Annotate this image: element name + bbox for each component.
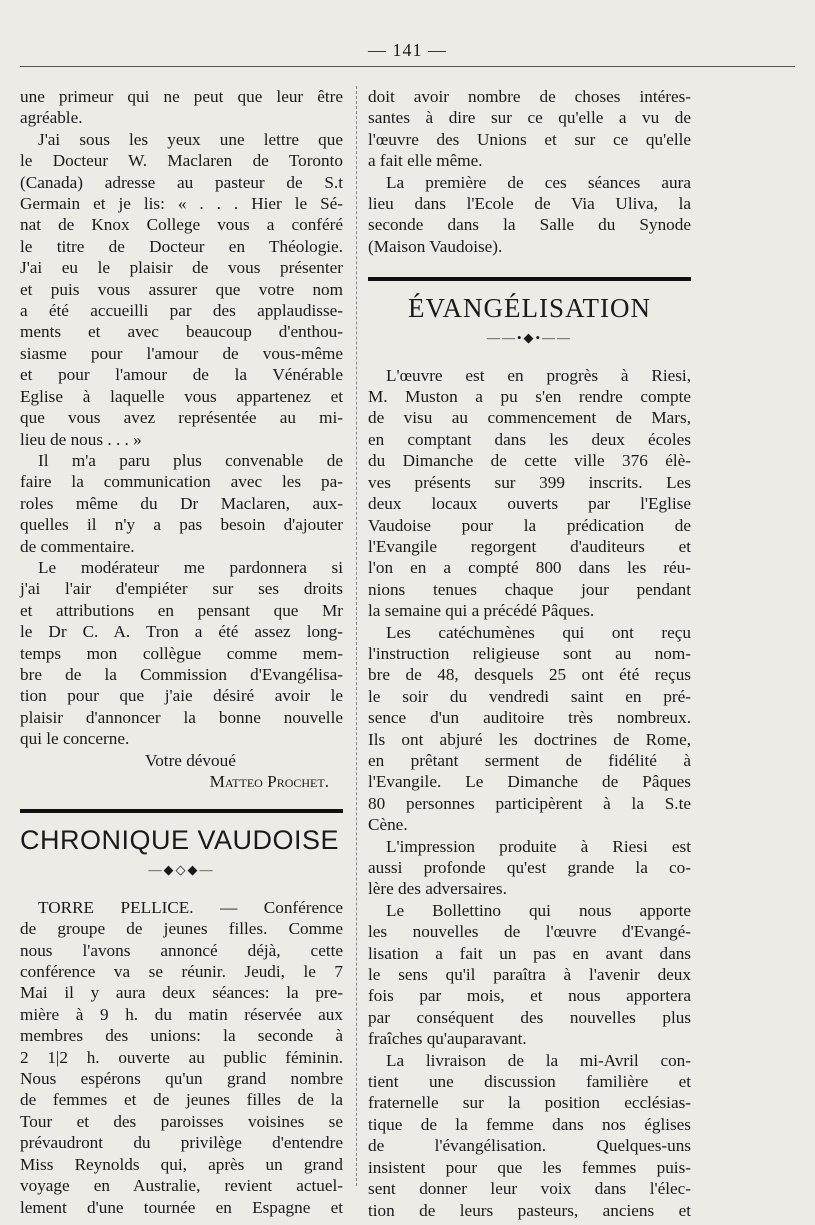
ornament-divider: ——•◆•—— xyxy=(486,330,573,346)
text-line: nions tenues chaque jour pendant xyxy=(368,579,691,599)
signature: Matteo Prochet. xyxy=(209,772,329,791)
text-line: bre de 48, desquels 25 ont été reçus xyxy=(368,665,691,685)
text-line: qui le concerne. xyxy=(20,729,130,749)
text-line: en comptant dans les deux écoles xyxy=(368,429,691,449)
text-line: membres des unions: la seconde à xyxy=(20,1026,343,1046)
text-line: J'ai sous les yeux une lettre que xyxy=(38,129,343,149)
text-line: en prêtant serment de fidélité à xyxy=(368,750,691,770)
text-line: nat de Knox College vous a conféré xyxy=(20,215,343,235)
text-line: M. Muston a pu s'en rendre compte xyxy=(368,387,691,407)
text-line: de groupe de jeunes filles. Comme xyxy=(20,919,343,939)
text-line: le titre de Docteur en Théologie. xyxy=(20,236,343,256)
text-line: bre de la Commission d'Evangélisa- xyxy=(20,664,343,684)
text-line: le Dr C. A. Tron a été assez long- xyxy=(20,622,343,642)
text-line: une primeur qui ne peut que leur être xyxy=(20,87,343,106)
text-line: nous l'avons annoncé déjà, cette xyxy=(20,940,343,960)
text-line: le sens qu'il paraîtra à l'avenir deux xyxy=(368,965,691,985)
text-line: lère des adversaires. xyxy=(368,879,507,899)
text-line: santes à dire sur ce qu'elle a vu de xyxy=(368,108,691,128)
header-rule xyxy=(20,66,795,67)
text-line: Ils ont abjuré les doctrines de Rome, xyxy=(368,729,691,749)
text-line: Miss Reynolds qui, après un grand xyxy=(20,1154,343,1174)
text-line: deux locaux ouverts par l'Eglise xyxy=(368,494,691,514)
text-line: Germain et je lis: « . . . Hier le Sé- xyxy=(20,194,343,214)
text-line: La livraison de la mi-Avril con- xyxy=(386,1050,691,1070)
text-line: J'ai eu le plaisir de vous présenter xyxy=(20,258,343,278)
left-column xyxy=(20,86,343,1218)
text-line: 80 personnes participèrent à la S.te xyxy=(368,793,691,813)
text-line: de femmes et de jeunes filles de la xyxy=(20,1090,343,1110)
text-line: Le Bollettino qui nous apporte xyxy=(386,900,691,920)
text-line: de l'évangélisation. Quelques-uns xyxy=(368,1136,691,1156)
signoff: Votre dévoué xyxy=(145,750,236,770)
text-line: TORRE PELLICE. — Conférence xyxy=(38,897,343,917)
text-line: fraîches qu'auparavant. xyxy=(368,1029,527,1049)
text-line: fraternelle sur la position ecclésias- xyxy=(368,1093,691,1113)
text-line: l'Evangile regorgent d'auditeurs et xyxy=(368,536,691,556)
text-line: Il m'a paru plus convenable de xyxy=(38,450,343,470)
text-line: et puis vous assurer que votre nom xyxy=(20,279,343,299)
text-line: Nous espérons qu'un grand nombre xyxy=(20,1069,343,1089)
right-text-block-2 xyxy=(368,365,691,1221)
text-line: temps mon collègue comme mem- xyxy=(20,643,343,663)
text-line: ments et avec beaucoup d'enthou- xyxy=(20,322,343,342)
text-line: j'ai l'air d'empiéter sur ses droits xyxy=(20,579,343,599)
text-line: la semaine qui a précédé Pâques. xyxy=(368,601,595,621)
text-line: a été accueilli par des applaudisse- xyxy=(20,301,343,321)
text-line: sent donner leur voix dans l'élec- xyxy=(368,1179,691,1199)
text-line: L'œuvre est en progrès à Riesi, xyxy=(386,365,691,385)
text-line: fois par mois, et nous apportera xyxy=(368,986,691,1006)
text-line: de commentaire. xyxy=(20,536,135,556)
text-line: lisation a fait un pas en avant dans xyxy=(368,943,691,963)
column-divider xyxy=(356,86,358,1186)
right-column xyxy=(368,86,691,1221)
ornament-divider: —◆◇◆— xyxy=(148,862,215,878)
text-line: Mai il y aura deux séances: la pre- xyxy=(20,983,343,1003)
text-line: l'Evangile. Le Dimanche de Pâques xyxy=(368,772,691,792)
text-line: le soir du vendredi saint en pré- xyxy=(368,686,691,706)
text-line: roles même du Dr Maclaren, aux- xyxy=(20,493,343,513)
section-title-evangelisation: ÉVANGÉLISATION xyxy=(408,293,651,324)
text-line: Tour et des paroisses voisines se xyxy=(20,1111,343,1131)
text-line: de visu au commencement de Mars, xyxy=(368,408,691,428)
text-line: a fait elle même. xyxy=(368,151,483,171)
section-rule xyxy=(20,809,343,813)
text-line: conférence va se réunir. Jeudi, le 7 xyxy=(20,962,343,982)
text-line: tion pour que j'aie désiré avoir le xyxy=(20,686,343,706)
right-text-block-1 xyxy=(368,86,691,257)
text-line: doit avoir nombre de choses intéres- xyxy=(368,87,691,106)
left-text-block-1 xyxy=(20,86,343,750)
text-line: l'instruction religieuse sont au nom- xyxy=(368,643,691,663)
text-line: sence d'un auditoire très nombreux. xyxy=(368,708,691,728)
text-line: et pour l'amour de la Vénérable xyxy=(20,365,343,385)
text-line: insistent pour que les femmes puis- xyxy=(368,1157,691,1177)
text-line: lieu de nous . . . » xyxy=(20,429,142,449)
text-line: L'impression produite à Riesi est xyxy=(386,836,691,856)
text-line: Cène. xyxy=(368,815,408,835)
text-line: siasme pour l'amour de vous-même xyxy=(20,343,343,363)
section-rule xyxy=(368,277,691,281)
text-line: voyage en Australie, revient actuel- xyxy=(20,1176,343,1196)
text-line: tion de leurs pasteurs, anciens et xyxy=(368,1200,691,1220)
section-title-chronique: CHRONIQUE VAUDOISE xyxy=(20,825,340,856)
text-line: Eglise à laquelle vous appartenez et xyxy=(20,386,343,406)
page-number: — 141 — xyxy=(368,40,447,60)
text-line: (Canada) adresse au pasteur de S.t xyxy=(20,172,343,192)
text-line: que vous avez représentée au mi- xyxy=(20,408,343,428)
text-line: seconde dans la Salle du Synode xyxy=(368,215,691,235)
text-line: aussi profonde qu'est grande la co- xyxy=(368,858,691,877)
text-line: faire la communication avec les pa- xyxy=(20,472,343,492)
text-line: plaisir d'annoncer la bonne nouvelle xyxy=(20,707,343,727)
text-line: Vaudoise pour la prédication de xyxy=(368,515,691,535)
text-line: quelles il n'y a pas besoin d'ajouter xyxy=(20,515,343,535)
text-line: (Maison Vaudoise). xyxy=(368,236,503,256)
text-line: et attributions en pensant que Mr xyxy=(20,600,343,620)
text-line: La première de ces séances aura xyxy=(386,172,691,192)
text-line: agréable. xyxy=(20,108,83,128)
text-line: l'on en a compté 800 dans les réu- xyxy=(368,558,691,578)
text-line: prévaudront du privilège d'entendre xyxy=(20,1133,343,1153)
text-line: 2 1|2 h. ouverte au public féminin. xyxy=(20,1047,343,1067)
text-line: tique de la femme dans nos églises xyxy=(368,1114,691,1134)
text-line: les nouvelles de l'œuvre d'Evangé- xyxy=(368,922,691,942)
text-line: le Docteur W. Maclaren de Toronto xyxy=(20,151,343,171)
text-line: ves présents sur 399 inscrits. Les xyxy=(368,472,691,492)
left-text-block-2 xyxy=(20,897,343,1218)
text-line: du Dimanche de cette ville 376 élè- xyxy=(368,451,691,471)
text-line: l'œuvre des Unions et sur ce qu'elle xyxy=(368,129,691,149)
text-line: par conséquent des nouvelles plus xyxy=(368,1007,691,1027)
text-line: lieu dans l'Ecole de Via Uliva, la xyxy=(368,194,691,214)
text-line: Le modérateur me pardonnera si xyxy=(38,557,343,577)
text-line: lement d'une tournée en Espagne et xyxy=(20,1197,343,1217)
text-line: mière à 9 h. du matin réservée aux xyxy=(20,1004,343,1024)
text-line: Les catéchumènes qui ont reçu xyxy=(386,622,691,642)
text-line: tient une discussion familière et xyxy=(368,1072,691,1092)
